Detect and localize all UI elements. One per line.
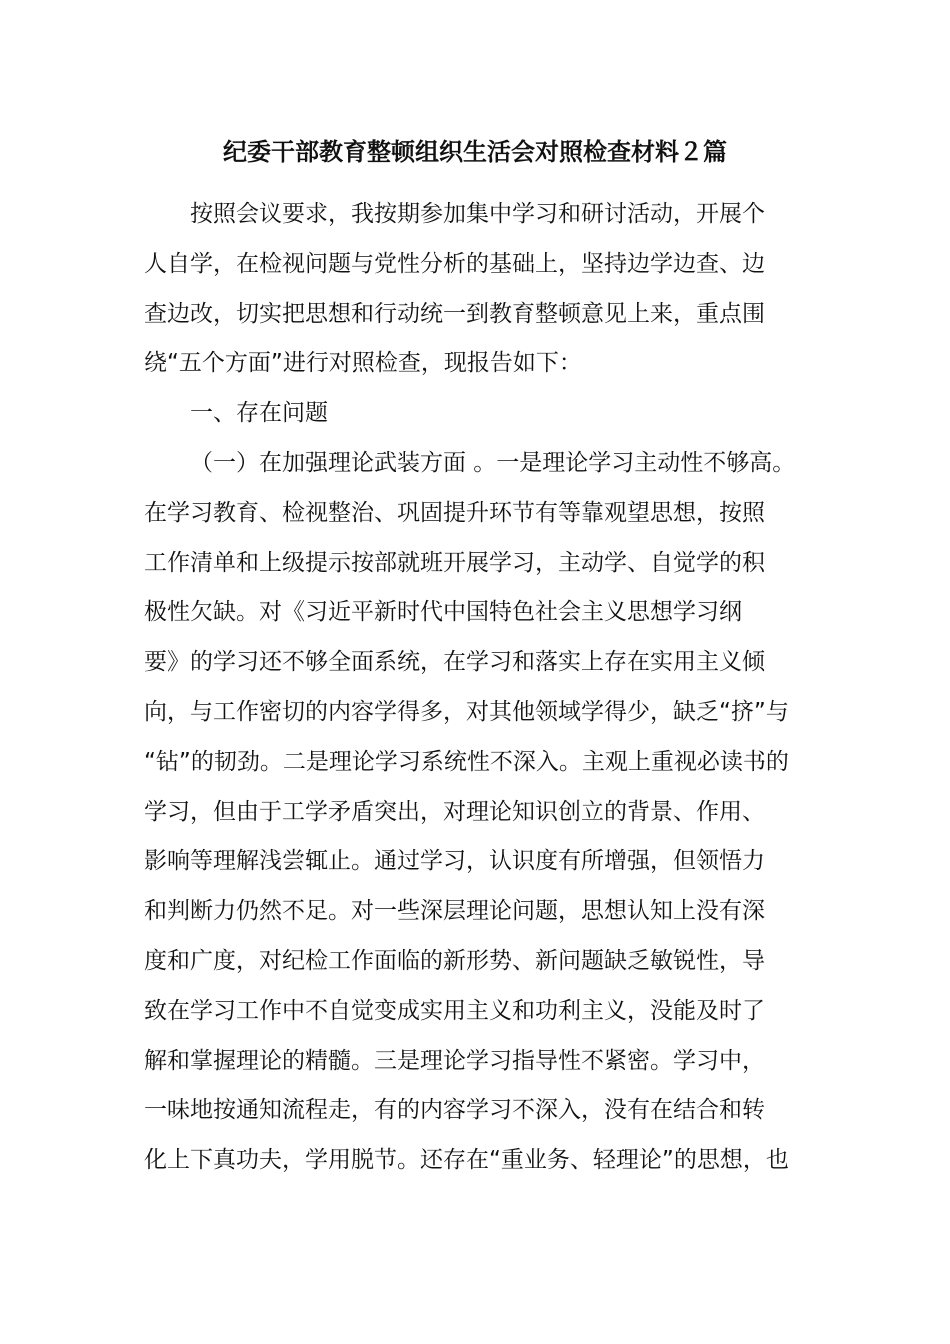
document-body bbox=[144, 190, 814, 1186]
paragraph-line: 化上下真功夫，学用脱节。还存在“重业务、轻理论”的思想，也 bbox=[144, 1147, 789, 1174]
paragraph-line: 解和掌握理论的精髓。三是理论学习指导性不紧密。学习中， bbox=[144, 1047, 765, 1074]
paragraph-line: 要》的学习还不够全面系统，在学习和落实上存在实用主义倾 bbox=[144, 649, 765, 676]
paragraph-line: 极性欠缺。对《习近平新时代中国特色社会主义思想学习纲 bbox=[144, 599, 742, 626]
paragraph-line: 一味地按通知流程走，有的内容学习不深入，没有在结合和转 bbox=[144, 1097, 765, 1124]
document-title: 纪委干部教育整顿组织生活会对照检查材料２篇 bbox=[223, 138, 727, 166]
paragraph-line: 绕“五个方面”进行对照检查，现报告如下： bbox=[144, 350, 582, 377]
paragraph-line: 查边改，切实把思想和行动统一到教育整顿意见上来，重点围 bbox=[144, 300, 765, 327]
paragraph-line: 影响等理解浅尝辄止。通过学习，认识度有所增强，但领悟力 bbox=[144, 848, 765, 875]
paragraph-line: 在学习教育、检视整治、巩固提升环节有等靠观望思想，按照 bbox=[144, 499, 765, 526]
paragraph-line: 学习，但由于工学矛盾突出，对理论知识创立的背景、作用、 bbox=[144, 798, 765, 825]
paragraph-line: 人自学，在检视问题与党性分析的基础上，坚持边学边查、边 bbox=[144, 250, 765, 277]
paragraph-line: 向，与工作密切的内容学得多，对其他领域学得少，缺乏“挤”与 bbox=[144, 698, 789, 725]
section-heading: 一、存在问题 bbox=[190, 400, 328, 427]
paragraph-line: 工作清单和上级提示按部就班开展学习，主动学、自觉学的积 bbox=[144, 549, 765, 576]
paragraph-line: （一）在加强理论武装方面 。一是理论学习主动性不够高。 bbox=[190, 449, 796, 476]
paragraph-line: “钻”的韧劲。二是理论学习系统性不深入。主观上重视必读书的 bbox=[144, 748, 789, 775]
paragraph-line: 按照会议要求，我按期参加集中学习和研讨活动，开展个 bbox=[190, 201, 765, 227]
paragraph-line: 和判断力仍然不足。对一些深层理论问题，思想认知上没有深 bbox=[144, 898, 765, 925]
paragraph-line: 致在学习工作中不自觉变成实用主义和功利主义，没能及时了 bbox=[144, 997, 765, 1024]
paragraph-line: 度和广度，对纪检工作面临的新形势、新问题缺乏敏锐性，导 bbox=[144, 947, 765, 974]
